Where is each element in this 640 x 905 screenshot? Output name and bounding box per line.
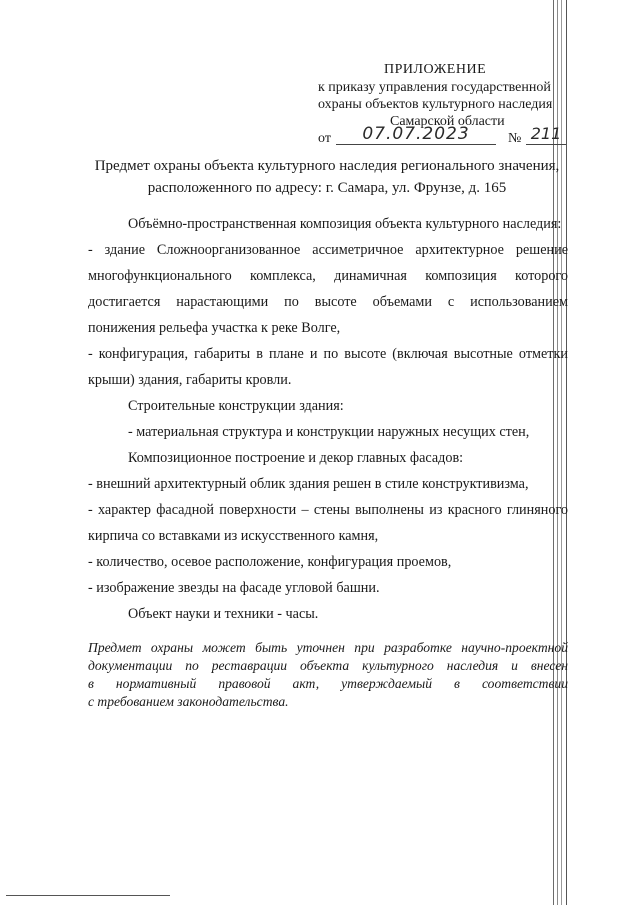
appendix-line-2: охраны объектов культурного наследия (318, 97, 553, 112)
appendix-line-3: Самарской области (390, 114, 505, 129)
body-line: - изображение звезды на фасаде угловой башни. (88, 580, 380, 596)
date-label: от (318, 131, 331, 146)
document-title-line-2: расположенного по адресу: г. Самара, ул. Фрунзе, д. 165 (147, 180, 507, 196)
appendix-line-1: к приказу управления государственной (318, 80, 551, 95)
handwritten-number: 211 (526, 124, 566, 145)
note-line: с требованием законодательства. (88, 694, 289, 709)
body-line: Композиционное построение и декор главных фасадов: (128, 450, 464, 466)
body-line: крыши) здания, габариты кровли. (88, 372, 292, 388)
note-line: документации по реставрации объекта культурного наследия и внесен (88, 658, 568, 673)
footer-rule (6, 895, 170, 896)
body-line: - внешний архитектурный облик здания решен в стиле конструктивизма, (88, 476, 529, 492)
handwritten-date: 07.07.2023 (336, 124, 496, 145)
body-line: Строительные конструкции здания: (128, 398, 344, 414)
body-line: - здание Сложноорганизованное ассиметричное архитектурное решение (88, 242, 568, 258)
body-line: - количество, осевое расположение, конфигурация проемов, (88, 554, 452, 570)
body-line: - материальная структура и конструкции наружных несущих стен, (128, 424, 530, 440)
body-line: понижения рельефа участка к реке Волге, (88, 320, 341, 336)
note-line: в нормативный правовой акт, утверждаемый в соответствии (88, 676, 568, 691)
body-line: Объект науки и техники - часы. (128, 606, 319, 622)
body-line: - характер фасадной поверхности – стены выполнены из красного глиняного (88, 502, 568, 518)
number-label: № (508, 131, 522, 146)
body-line: - конфигурация, габариты в плане и по высоте (включая высотные отметки (88, 346, 568, 362)
body-line: кирпича со вставками из искусственного камня, (88, 528, 379, 544)
document-title-line-1: Предмет охраны объекта культурного наследия регионального значения, (94, 158, 560, 174)
note-line: Предмет охраны может быть уточнен при разработке научно-проектной (88, 640, 568, 655)
body-line: достигается нарастающими по высоте объемами с использованием (88, 294, 568, 310)
body-line: Объёмно-пространственная композиция объекта культурного наследия: (128, 216, 562, 232)
appendix-title: ПРИЛОЖЕНИЕ (384, 62, 487, 77)
body-line: многофункционального комплекса, динамичная композиция которого (88, 268, 568, 284)
